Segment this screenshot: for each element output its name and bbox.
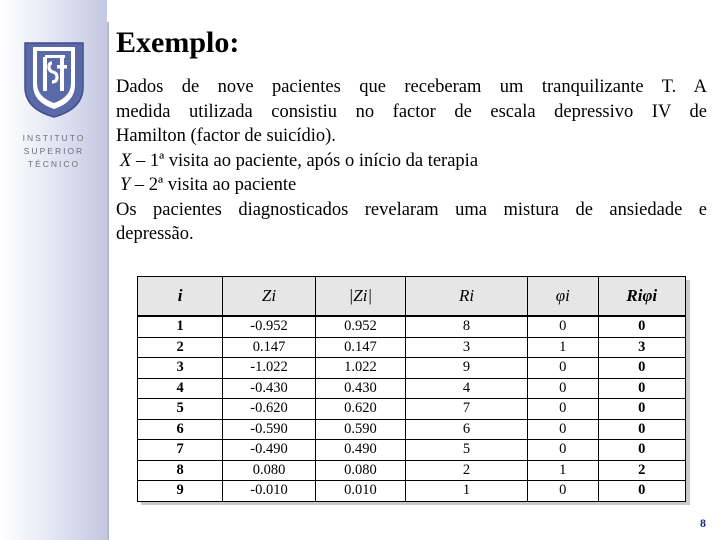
cell-abs-zi: 0.430 xyxy=(315,378,405,399)
paragraph1-line3: Hamilton (factor de suicídio). xyxy=(116,126,336,146)
x-text: – 1ª visita ao paciente, após o início da terapia xyxy=(131,150,479,171)
cell-ri-phi: 0 xyxy=(598,481,685,502)
institution-line3: TÉCNICO xyxy=(27,159,81,169)
cell-ri: 1 xyxy=(406,481,528,502)
cell-ri: 6 xyxy=(406,419,528,440)
cell-ri: 8 xyxy=(406,316,528,337)
cell-zi: -0.490 xyxy=(223,440,315,461)
cell-ri-phi: 0 xyxy=(598,316,685,337)
cell-phi: 0 xyxy=(528,440,598,461)
table-row xyxy=(138,358,686,379)
x-definition xyxy=(116,149,707,174)
header-abs-zi: |Zi| xyxy=(315,277,405,317)
paragraph2-line1: Os pacientes diagnosticados revelaram uma mistura de ansiedade e xyxy=(116,199,707,220)
header-phi: φi xyxy=(528,277,598,317)
cell-i: 6 xyxy=(138,419,223,440)
cell-abs-zi: 0.010 xyxy=(315,481,405,502)
cell-abs-zi: 0.590 xyxy=(315,419,405,440)
paragraph2-line2: depressão. xyxy=(116,224,194,244)
cell-ri: 9 xyxy=(406,358,528,379)
cell-ri-phi: 2 xyxy=(598,460,685,481)
cell-phi: 0 xyxy=(528,378,598,399)
cell-zi: -0.952 xyxy=(223,316,315,337)
cell-ri: 4 xyxy=(406,378,528,399)
cell-abs-zi: 0.620 xyxy=(315,399,405,420)
cell-abs-zi: 1.022 xyxy=(315,358,405,379)
cell-ri: 2 xyxy=(406,460,528,481)
cell-abs-zi: 0.952 xyxy=(315,316,405,337)
cell-phi: 0 xyxy=(528,419,598,440)
cell-i: 5 xyxy=(138,399,223,420)
cell-phi: 0 xyxy=(528,481,598,502)
table-row xyxy=(138,460,686,481)
cell-i: 3 xyxy=(138,358,223,379)
cell-ri-phi: 0 xyxy=(598,358,685,379)
cell-phi: 0 xyxy=(528,399,598,420)
cell-phi: 0 xyxy=(528,358,598,379)
table-row xyxy=(138,481,686,502)
cell-zi: -1.022 xyxy=(223,358,315,379)
table-row xyxy=(138,378,686,399)
cell-ri-phi: 0 xyxy=(598,440,685,461)
paragraph1-line1: Dados de nove pacientes que receberam um tranquilizante T. A xyxy=(116,77,707,97)
header-ri: Ri xyxy=(406,277,528,317)
y-definition xyxy=(116,173,707,198)
cell-abs-zi: 0.147 xyxy=(315,337,405,358)
cell-i: 1 xyxy=(138,316,223,337)
cell-abs-zi: 0.490 xyxy=(315,440,405,461)
cell-phi: 0 xyxy=(528,316,598,337)
paragraph1-line2: medida utilizada consistiu no factor de escala depressivo IV de xyxy=(116,101,707,122)
cell-i: 7 xyxy=(138,440,223,461)
cell-ri-phi: 0 xyxy=(598,378,685,399)
header-i: i xyxy=(138,277,223,317)
ist-shield-logo-icon xyxy=(23,41,85,119)
cell-zi: 0.147 xyxy=(223,337,315,358)
data-table xyxy=(137,276,686,502)
table-row xyxy=(138,337,686,358)
cell-i: 2 xyxy=(138,337,223,358)
cell-ri: 3 xyxy=(406,337,528,358)
page-number: 8 xyxy=(700,516,706,530)
cell-zi: -0.590 xyxy=(223,419,315,440)
cell-zi: -0.010 xyxy=(223,481,315,502)
slide-title: Exemplo: xyxy=(116,26,240,59)
institution-line2: SUPERIOR xyxy=(23,146,85,156)
cell-ri-phi: 3 xyxy=(598,337,685,358)
cell-zi: -0.620 xyxy=(223,399,315,420)
header-zi: Zi xyxy=(223,277,315,317)
cell-abs-zi: 0.080 xyxy=(315,460,405,481)
table-row xyxy=(138,440,686,461)
cell-zi: 0.080 xyxy=(223,460,315,481)
cell-i: 8 xyxy=(138,460,223,481)
y-text: – 2ª visita ao paciente xyxy=(130,175,297,195)
table-body xyxy=(138,316,686,501)
header-ri-phi: Riφi xyxy=(598,277,685,317)
table-header-row xyxy=(138,277,686,317)
cell-zi: -0.430 xyxy=(223,378,315,399)
cell-i: 4 xyxy=(138,378,223,399)
y-variable: Y xyxy=(120,175,131,195)
x-variable: X xyxy=(120,150,132,171)
cell-ri-phi: 0 xyxy=(598,399,685,420)
cell-phi: 1 xyxy=(528,337,598,358)
data-table-container xyxy=(137,276,686,501)
table-row xyxy=(138,419,686,440)
cell-i: 9 xyxy=(138,481,223,502)
cell-phi: 1 xyxy=(528,460,598,481)
cell-ri: 7 xyxy=(406,399,528,420)
cell-ri: 5 xyxy=(406,440,528,461)
table-row xyxy=(138,399,686,420)
divider-line xyxy=(107,22,109,540)
institution-line1: INSTITUTO xyxy=(22,133,86,143)
table-row xyxy=(138,316,686,337)
slide-body xyxy=(116,75,707,247)
cell-ri-phi: 0 xyxy=(598,419,685,440)
